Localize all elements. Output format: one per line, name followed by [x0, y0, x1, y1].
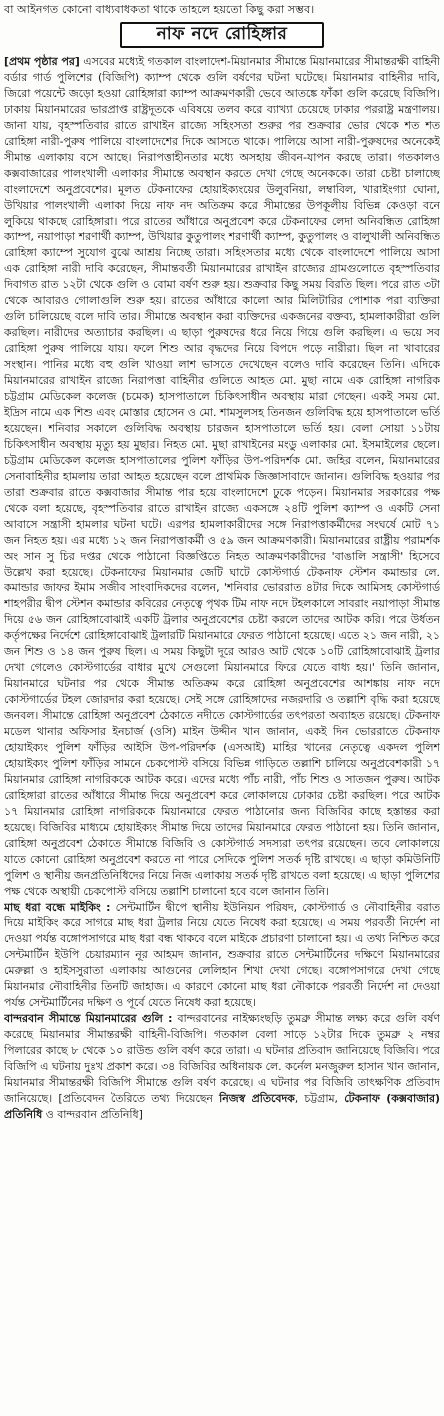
credit-staff-reporter: নিজস্ব প্রতিবেদক	[219, 1091, 295, 1105]
headline-box	[120, 22, 324, 48]
paragraph-main-text: এসবের মধ্যেই গতকাল বাংলাদেশ-মিয়ানমার সীমান্তে মিয়ানমারের সীমান্তরক্ষী বাহিনী বর্ডার গার্ড পুলিশের (বিজিপি) ক্যাম্প থেকে গুলি বর্ষণের ঘটনা ঘটেছে। মিয়ানমার বাহিনীর দাবি, জিরো পয়েন্টে জড়ো হওয়া রোহিঙ্গারা ক্যাম্প আক্রমণকারী ভেবে আতঙ্কে ফাঁকা গুলি করেছে বিজিপি। ঢাকায় মিয়ানমারের ভারপ্রাপ্ত রাষ্ট্রদূতকে এবিষয়ে তলব করে ব্যাখ্যা চেয়েছে ঢাকার পররাষ্ট্র মন্ত্রণালয়। জানা যায়, বৃহস্পতিবার রাতে রাখাইন রাজ্যে সহিংসতা শুরুর পর শুক্রবার ভোর থেকে শত শত রোহিঙ্গা নারী-পুরুষ পালিয়ে বাংলাদেশের দিকে আসতে থাকে। পালিয়ে আসা নারী-পুরুষদের অনেকেই সীমান্ত এলাকায় বসে আছে। নিরাপত্তাহীনতার মধ্যে অসহায় জীবন-যাপন করছে তারা। গতকালও কক্সবাজারের পালংখালী এলাকার সীমান্তে অবস্থান করতে দেখা গেছে অনেককে। তারা চেষ্টা চালাচ্ছে বাংলাদেশে অনুপ্রবেশের। মূলত টেকনাফের হোয়াইক্যংয়ের উলুবনিয়া, লম্বাবিল, খারাইংগ্যা ঘোনা, উখিয়ার পালংখালী এলাকা দিয়ে নাফ নদ অতিক্রম করে সীমান্তের উপকূলীয় বিভিন্ন কেওড়া বনে লুকিয়ে থাকছে রোহিঙ্গারা। পরে রাতের আঁধারে অনুপ্রবেশ করে টেকনাফের লেদা অনিবন্ধিত রোহিঙ্গা ক্যাম্প, নয়াপাড়া শরণার্থী ক্যাম্প, উখিয়ার কুতুপালং শরণার্থী ক্যাম্প, কুতুপালং ও বালুখালী অনিবন্ধিত রোহিঙ্গা ক্যাম্পে সুযোগ বুঝে আশ্রয় নিচ্ছে তারা। সহিংসতার মধ্যে থেকে বাংলাদেশে পালিয়ে আসা এক রোহিঙ্গা নারী দাবি করেছেন, সীমান্তবর্তী মিয়ানমারের রাখাইন রাজ্যের গ্রামগুলোতে বৃহস্পতিবার দিবাগত রাত ১২টা থেকে গুলি ও বোমা বর্ষণ শুরু হয়। শুক্রবার কিছু সময় বিরতি ছিল। পরে রাত ৩টা থেকে আবারও গোলাগুলি শুরু হয়। রাতের আঁধারে কালো আর মিলিটারির পোশাক পরা ব্যক্তিরা গুলি চালিয়েছে বলে দাবি তার। সীমান্তে অবস্থান করা ব্যক্তিদের একজনের বক্তব্য, হামলাকারীরা গুলি করছিল। নারীদের অত্যাচার করছিল। এ ছাড়া পুরুষদের ধরে নিয়ে গিয়ে গুলি করছিল। এ ভয়ে সব রোহিঙ্গা পুরুষ পালিয়ে যায়। ফলে শিশু আর বৃদ্ধদের নিয়ে বিপদে পড়ে নারীরা। ছিল না খাবারের সংস্থান। পানির মধ্যে বহু গুলি খাওয়া লাশ ভাসতে দেখেছেন বলেও দাবি করেছেন তিনি। এদিকে মিয়ানমারের রাখাইন রাজ্যে নিরাপত্তা বাহিনীর গুলিতে আহত মো. মুছা নামে এক রোহিঙ্গা নাগরিক চট্টগ্রাম মেডিকেল কলেজ (চমেক) হাসপাতালে চিকিৎসাধীন অবস্থায় মারা গেছেন। একই সময় মো. ইদ্রিস নামে এক শিশু এবং মোস্তার হোসেন ও মো. শামসুলসহ তিনজন গুলিবিদ্ধ হয়ে হাসপাতালে ভর্তি হয়েছেন। শনিবার সকালে গুলিবিদ্ধ অবস্থায় চারজন হাসপাতালে ভর্তি হয়। বেলা সোয়া ১১টায় চিকিৎসাধীন অবস্থায় মৃত্যু হয় মুছার। নিহত মো. মুছা রাখাইনের মংডু এলাকার মো. ইসমাইলের ছেলে। চট্টগ্রাম মেডিকেল কলেজ হাসপাতালের পুলিশ ফাঁড়ির উপ-পরিদর্শক মো. জহির বলেন, মিয়ানমারের সেনাবাহিনীর হামলায় তারা আহত হয়েছেন বলে প্রাথমিক জিজ্ঞাসাবাদে জানান। গুলিবিদ্ধ হওয়ার পর তারা শুক্রবার রাতে কক্সবাজার সীমান্ত পার হয়ে বাংলাদেশে ঢুকে পড়েন। মিয়ানমার সরকারের পক্ষ থেকে বলা হয়েছে, বৃহস্পতিবার রাতে রাখাইন রাজ্যে একসঙ্গে ২৪টি পুলিশ ক্যাম্প ও একটি সেনা আবাসে সন্ত্রাসী হামলার ঘটনা ঘটে। এরপর হামলাকারীদের সঙ্গে নিরাপত্তাকর্মীদের সংঘর্ষে মোট ৭১ জন নিহত হয়। এর মধ্যে ১২ জন নিরাপত্তাকর্মী ও ৫৯ জন আক্রমণকারী। মিয়ানমারের রাষ্ট্রীয় পরামর্শক অং সান সু চির দপ্তর থেকে পাঠানো বিজ্ঞপ্তিতে নিহত আক্রমণকারীদের 'বাঙালি সন্ত্রাসী' হিসেবে উল্লেখ করা হয়েছে। টেকনাফের মিয়ানমার জেটি ঘাটে কোস্টগার্ড টেকনাফ স্টেশন কমান্ডার লে. কমান্ডার জাফর ইমাম সজীব সাংবাদিকদের বলেন, 'শনিবার ভোররাত ৪টার দিকে আমিসহ কোস্টগার্ড শাহপরীর দ্বীপ স্টেশন কমান্ডার কবিরের নেতৃত্বে পৃথক টিম নাফ নদে টহলকালে সাবরাং নয়াপাড়া সীমান্ত দিয়ে ৫৬ জন রোহিঙ্গাবোঝাই একটি ট্রলার অনুপ্রবেশের চেষ্টা করলে তাদের আটক করি। পরে উর্ধতন কর্তৃপক্ষের নির্দেশে রোহিঙ্গাবোঝাই ট্রলারটি মিয়ানমারে ফেরত পাঠানো হয়েছে। এতে ২১ জন নারী, ২১ জন শিশু ও ১৪ জন পুরুষ ছিল। এ সময় কিছুটা দূরে আরও আট থেকে ১০টি রোহিঙ্গাবোঝাই ট্রলার দেখা গেলেও কোস্টগার্ডের বাধার মুখে সেগুলো মিয়ানমারে ফিরে যেতে বাধ্য হয়।' তিনি জানান, মিয়ানমারে ঘটনার পর থেকে সীমান্ত অতিক্রম করে রোহিঙ্গা অনুপ্রবেশের আশঙ্কায় নাফ নদে কোস্টগার্ডের টহল জোরদার করা হয়েছে। সেই সঙ্গে রোহিঙ্গাদের নজরদারি ও তল্লাশি বৃদ্ধি করা হয়েছে জনবল। সীমান্তে রোহিঙ্গা অনুপ্রবেশ ঠেকাতে নদীতে কোস্টগার্ডের তৎপরতা অব্যাহত রয়েছে। টেকনাফ মডেল থানার অফিসার ইনচার্জ (ওসি) মাইন উদ্দীন খান জানান, একই দিন ভোররাতে টেকনাফ হোয়াইক্যং পুলিশ ফাঁড়ির আইসি উপ-পরিদর্শক (এসআই) মাহির খানের নেতৃত্বে একদল পুলিশ হোয়াইক্যং পুলিশ ফাঁড়ির সামনে চেকপোস্ট বসিয়ে বিভিন্ন গাড়িতে তল্লাশি চালিয়ে অনুপ্রবেশকারী ১৭ মিয়ানমার রোহিঙ্গা নাগরিককে আটক করে। এদের মধ্যে পাঁচ নারী, পাঁচ শিশু ও সাতজন পুরুষ। আটক রোহিঙ্গারা রাতের আঁধারে সীমান্ত দিয়ে অনুপ্রবেশ করে লোকালয়ে ঢোকার চেষ্টা করছিল। পরে আটক ১৭ মিয়ানমার রোহিঙ্গা নাগরিককে মিয়ানমারে ফেরত পাঠানোর জন্য বিজিবির কাছে হস্তান্তর করা হয়েছে। বিজিবির মাধ্যমে হোয়াইক্যং সীমান্ত দিয়ে তাদের মিয়ানমারে ফেরত পাঠানো হয়। তিনি জানান, রোহিঙ্গা অনুপ্রবেশ ঠেকাতে সীমান্তে বিজিবি ও কোস্টগার্ড সদস্যরা তৎপর রয়েছেন। তবে লোকালয়ে যাতে কোনো রোহিঙ্গা অনুপ্রবেশ করতে না পারে সেদিকে পুলিশ সতর্ক দৃষ্টি রাখছে। এ ছাড়া কমিউনিটি পুলিশ ও স্থানীয় জনপ্রতিনিধিদের নিয়ে নিজ এলাকায় সতর্ক দৃষ্টি রাখতে বলা হয়েছে। এ ছাড়া পুলিশের পক্ষ থেকে অস্থায়ী চেকপোস্ট বসিয়ে তল্লাশি চালানো হবে বলে জানান তিনি।	[4, 55, 440, 898]
subhead-border: বান্দরবান সীমান্তে মিয়ানমারের গুলি :	[4, 1012, 173, 1026]
credit-teknaf-correspondent: টেকনাফ (কক্সবাজার) প্রতিনিধি	[4, 1091, 440, 1121]
credit-mid: , চট্টগ্রাম,	[294, 1091, 345, 1105]
paragraph-fishing-text: সেন্টমার্টিন দ্বীপে স্থানীয় ইউনিয়ন পরিষদ, কোস্টগার্ড ও নৌবাহিনীর বরাত দিয়ে মাইকিং করে সাগরে মাছ ধরা ট্রলার নিয়ে যেতে নিষেধ করা হয়েছে। এ সময় পরবর্তী নির্দেশ না দেওয়া পর্যন্ত বঙ্গোপসাগরে মাছ ধরা বন্ধ থাকবে বলে মাইকে প্রচারণা চালানো হয়। এ তথ্য নিশ্চিত করে সেন্টমার্টিন ইউপি চেয়ারম্যান নূর আহমদ জানান, শুক্রবার রাতে সেন্টমার্টিনের দক্ষিণে মিয়ানমারের মেরুল্লা ও হাইসসুরাতা এলাকায় আগুনের লেলিহান শিখা দেখা গেছে। বঙ্গোপসাগরে দেখা গেছে মিয়ানমার নৌবাহিনীর তিনটি জাহাজ। এ কারণে কোনো মাছ ধরা নৌকাকে পরবর্তী নির্দেশ না দেওয়া পর্যন্ত সেন্টমার্টিনের দক্ষিণ ও পূর্বে যেতে নিষেধ করা হয়েছে।	[4, 900, 440, 1010]
paragraph-border-text: বান্দরবানের নাইক্ষ্যংছড়ি তুমব্রু সীমান্ত লক্ষ্য করে গুলি বর্ষণ করেছে মিয়ানমার সীমান্তরক্ষী বাহিনী-বিজিপি। গতকাল বেলা সাড়ে ১২টার দিকে তুমব্রু ২ নম্বর পিলারের কাছে ৮ থেকে ১০ রাউন্ড গুলি বর্ষণ করে তারা। এ ঘটনার প্রতিবাদ জানিয়েছে বিজিবি। পরে বিজিপি এ ঘটনায় দুঃখ প্রকাশ করে। ৩৪ বিজিবির অধিনায়ক লে. কর্নেল মনজুরুল হাসান খান জানান, মিয়ানমার সীমান্তরক্ষী বিজিপি সীমান্তে গুলি বর্ষণ করেছে। এ ঘটনার পর বিজিবি তাৎক্ষণিক প্রতিবাদ জানিয়েছে।	[4, 1012, 440, 1105]
credit-end: ও বান্দরবান প্রতিনিধি]	[42, 1107, 143, 1121]
paragraph-fishing	[4, 900, 440, 1012]
paragraph-border	[4, 1011, 440, 1123]
paragraph-main	[4, 54, 440, 900]
subhead-fishing: মাছ ধরা বন্ধে মাইকিং :	[4, 900, 111, 914]
continuation-tag: [প্রথম পৃষ্ঠার পর]	[4, 55, 80, 68]
headline: নাফ নদে রোহিঙ্গার	[156, 24, 288, 44]
previous-article-last-line: বা আইনগত কোনো বাধ্যবাধকতা থাকে তাহলে হয়তো কিছু করা সম্ভব।	[4, 3, 315, 16]
article-body	[4, 54, 440, 1410]
credit-intro: [প্রতিবেদন তৈরিতে তথ্য দিয়েছেন	[58, 1091, 220, 1105]
